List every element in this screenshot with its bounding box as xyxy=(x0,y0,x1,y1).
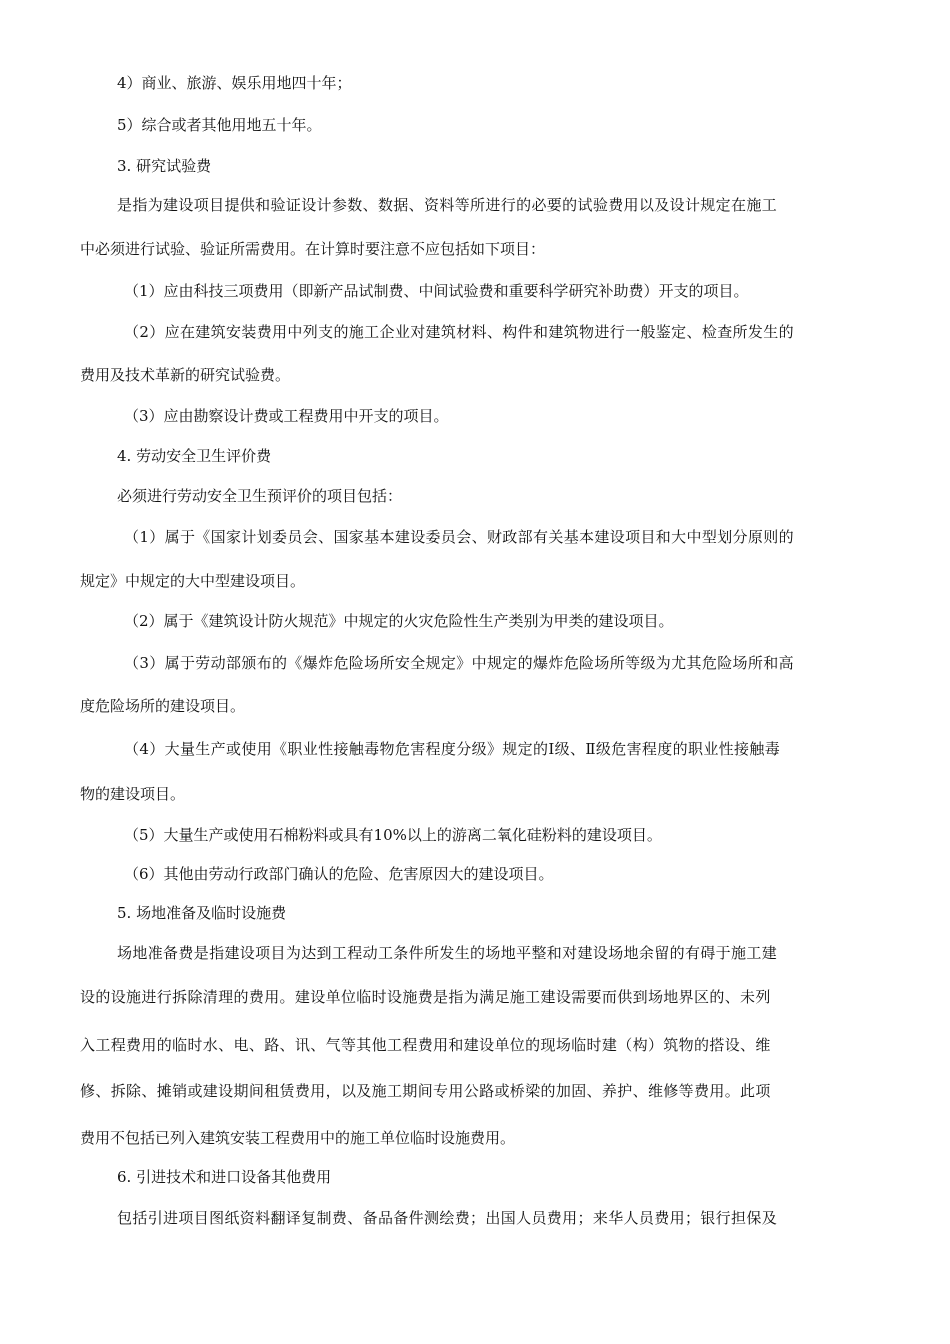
labor-item-4-line-2: 物的建设项目。 xyxy=(80,785,186,803)
list-item-commercial-land: 4）商业、旅游、娱乐用地四十年； xyxy=(117,74,352,92)
paragraph-imported-technology-line-1: 包括引进项目图纸资料翻译复制费、备品备件测绘费；出国人员费用；来华人员费用；银行担保及 xyxy=(117,1209,778,1227)
paragraph-site-preparation-line-5: 费用不包括已列入建筑安装工程费用中的施工单位临时设施费用。 xyxy=(80,1129,516,1147)
research-exclusion-1: （1）应由科技三项费用（即新产品试制费、中间试验费和重要科学研究补助费）开支的项目。 xyxy=(124,282,749,300)
paragraph-labor-safety-intro: 必须进行劳动安全卫生预评价的项目包括： xyxy=(117,487,403,505)
labor-item-6: （6）其他由劳动行政部门确认的危险、危害原因大的建设项目。 xyxy=(124,865,554,883)
section-heading-site-preparation: 5. 场地准备及临时设施费 xyxy=(117,904,287,922)
section-heading-labor-safety: 4. 劳动安全卫生评价费 xyxy=(117,447,272,465)
labor-item-2: （2）属于《建筑设计防火规范》中规定的火灾危险性生产类别为甲类的建设项目。 xyxy=(124,612,674,630)
paragraph-site-preparation-line-1: 场地准备费是指建设项目为达到工程动工条件所发生的场地平整和对建设场地余留的有碍于施工建 xyxy=(117,944,778,962)
section-heading-imported-technology: 6. 引进技术和进口设备其他费用 xyxy=(117,1168,332,1186)
labor-item-1-line-1: （1）属于《国家计划委员会、国家基本建设委员会、财政部有关基本建设项目和大中型划分原则的 xyxy=(124,528,794,546)
labor-item-5: （5）大量生产或使用石棉粉料或具有10%以上的游离二氧化硅粉料的建设项目。 xyxy=(124,826,662,844)
paragraph-research-fee-line-2: 中必须进行试验、验证所需费用。在计算时要注意不应包括如下项目： xyxy=(80,240,546,258)
labor-item-1-line-2: 规定》中规定的大中型建设项目。 xyxy=(80,572,306,590)
paragraph-site-preparation-line-2: 设的设施进行拆除清理的费用。建设单位临时设施费是指为满足施工建设需要而供到场地界区的、未列 xyxy=(80,988,771,1006)
research-exclusion-2-line-1: （2）应在建筑安装费用中列支的施工企业对建筑材料、构件和建筑物进行一般鉴定、检查所发生的 xyxy=(124,323,794,341)
list-item-comprehensive-land: 5）综合或者其他用地五十年。 xyxy=(117,116,322,134)
research-exclusion-3: （3）应由勘察设计费或工程费用中开支的项目。 xyxy=(124,407,449,425)
paragraph-site-preparation-line-4: 修、拆除、摊销或建设期间租赁费用，以及施工期间专用公路或桥梁的加固、养护、维修等费用。此项 xyxy=(80,1082,771,1100)
paragraph-research-fee-line-1: 是指为建设项目提供和验证设计参数、数据、资料等所进行的必要的试验费用以及设计规定在施工 xyxy=(117,196,778,214)
labor-item-3-line-1: （3）属于劳动部颁布的《爆炸危险场所安全规定》中规定的爆炸危险场所等级为尤其危险场所和高 xyxy=(124,654,794,672)
labor-item-3-line-2: 度危险场所的建设项目。 xyxy=(80,697,246,715)
section-heading-research-fee: 3. 研究试验费 xyxy=(117,157,212,175)
research-exclusion-2-line-2: 费用及技术革新的研究试验费。 xyxy=(80,366,291,384)
paragraph-site-preparation-line-3: 入工程费用的临时水、电、路、讯、气等其他工程费用和建设单位的现场临时建（构）筑物的搭设、维 xyxy=(80,1036,771,1054)
labor-item-4-line-1: （4）大量生产或使用《职业性接触毒物危害程度分级》规定的Ⅰ级、Ⅱ级危害程度的职业性接触毒 xyxy=(124,740,781,758)
